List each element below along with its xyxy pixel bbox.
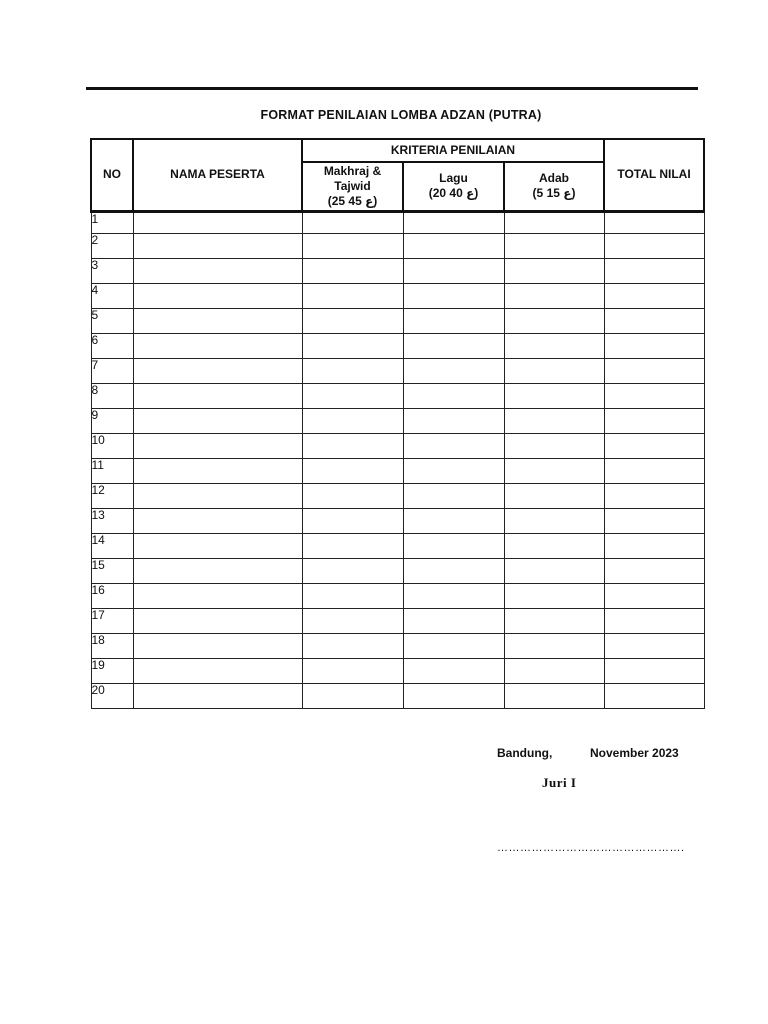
table-row <box>91 333 704 358</box>
table-row <box>91 383 704 408</box>
cell-score-adab[interactable] <box>504 533 604 558</box>
table-row <box>91 683 704 708</box>
cell-participant-name[interactable] <box>133 433 302 458</box>
table-body <box>91 211 704 708</box>
cell-participant-name[interactable] <box>133 483 302 508</box>
cell-participant-name[interactable] <box>133 383 302 408</box>
cell-score-adab[interactable] <box>504 583 604 608</box>
cell-total[interactable] <box>604 358 704 383</box>
table-row <box>91 583 704 608</box>
cell-score-makhraj[interactable] <box>302 533 403 558</box>
cell-score-lagu[interactable] <box>403 408 504 433</box>
cell-participant-name[interactable] <box>133 283 302 308</box>
cell-total[interactable] <box>604 233 704 258</box>
signature-role: Juri I <box>542 775 577 790</box>
cell-score-adab[interactable] <box>504 383 604 408</box>
cell-score-makhraj[interactable] <box>302 211 403 233</box>
row-number: 4 <box>91 283 133 308</box>
header-criteria-makhraj <box>302 162 403 211</box>
table-row <box>91 283 704 308</box>
cell-participant-name[interactable] <box>133 408 302 433</box>
cell-score-lagu[interactable] <box>403 433 504 458</box>
cell-score-lagu[interactable] <box>403 358 504 383</box>
row-number: 7 <box>91 358 133 383</box>
cell-participant-name[interactable] <box>133 333 302 358</box>
cell-score-lagu[interactable] <box>403 633 504 658</box>
table-row <box>91 458 704 483</box>
cell-score-makhraj[interactable] <box>302 583 403 608</box>
header-criteria-makhraj-line1: Makhraj & <box>323 163 382 178</box>
cell-total[interactable] <box>604 658 704 683</box>
cell-participant-name[interactable] <box>133 683 302 708</box>
cell-score-makhraj[interactable] <box>302 433 403 458</box>
cell-total[interactable] <box>604 508 704 533</box>
cell-score-adab[interactable] <box>504 333 604 358</box>
cell-score-makhraj[interactable] <box>302 558 403 583</box>
cell-score-adab[interactable] <box>504 633 604 658</box>
cell-score-lagu[interactable] <box>403 658 504 683</box>
cell-score-lagu[interactable] <box>403 558 504 583</box>
table-row <box>91 533 704 558</box>
row-number: 9 <box>91 408 133 433</box>
header-criteria-lagu <box>403 162 504 211</box>
cell-score-makhraj[interactable] <box>302 233 403 258</box>
cell-participant-name[interactable] <box>133 258 302 283</box>
table-row <box>91 433 704 458</box>
header-total: TOTAL NILAI <box>604 139 704 211</box>
cell-participant-name[interactable] <box>133 633 302 658</box>
cell-score-adab[interactable] <box>504 283 604 308</box>
row-number: 17 <box>91 608 133 633</box>
row-number: 20 <box>91 683 133 708</box>
cell-score-adab[interactable] <box>504 483 604 508</box>
cell-total[interactable] <box>604 283 704 308</box>
header-criteria-makhraj-line2: Tajwid <box>334 178 371 193</box>
table-row <box>91 633 704 658</box>
cell-score-lagu[interactable] <box>403 211 504 233</box>
row-number: 16 <box>91 583 133 608</box>
cell-total[interactable] <box>604 458 704 483</box>
cell-score-makhraj[interactable] <box>302 683 403 708</box>
header-no: NO <box>91 139 133 211</box>
cell-score-adab[interactable] <box>504 508 604 533</box>
cell-score-lagu[interactable] <box>403 608 504 633</box>
signature-date: November 2023 <box>590 746 679 760</box>
table-row <box>91 508 704 533</box>
cell-score-adab[interactable] <box>504 308 604 333</box>
cell-participant-name[interactable] <box>133 308 302 333</box>
cell-score-makhraj[interactable] <box>302 283 403 308</box>
cell-score-makhraj[interactable] <box>302 508 403 533</box>
cell-total[interactable] <box>604 633 704 658</box>
cell-score-lagu[interactable] <box>403 233 504 258</box>
cell-score-lagu[interactable] <box>403 283 504 308</box>
cell-score-lagu[interactable] <box>403 333 504 358</box>
row-number: 10 <box>91 433 133 458</box>
row-number: 1 <box>91 211 133 233</box>
cell-participant-name[interactable] <box>133 358 302 383</box>
cell-participant-name[interactable] <box>133 533 302 558</box>
table-row <box>91 408 704 433</box>
document-title: FORMAT PENILAIAN LOMBA ADZAN (PUTRA) <box>260 108 542 122</box>
cell-score-lagu[interactable] <box>403 508 504 533</box>
row-number: 12 <box>91 483 133 508</box>
cell-participant-name[interactable] <box>133 608 302 633</box>
cell-participant-name[interactable] <box>133 658 302 683</box>
cell-score-makhraj[interactable] <box>302 458 403 483</box>
cell-score-lagu[interactable] <box>403 483 504 508</box>
cell-score-makhraj[interactable] <box>302 658 403 683</box>
cell-total[interactable] <box>604 533 704 558</box>
header-criteria-lagu-line2: (20 ع 40) <box>428 186 479 201</box>
row-number: 11 <box>91 458 133 483</box>
cell-total[interactable] <box>604 211 704 233</box>
cell-score-adab[interactable] <box>504 658 604 683</box>
cell-score-makhraj[interactable] <box>302 308 403 333</box>
cell-score-makhraj[interactable] <box>302 483 403 508</box>
row-number: 8 <box>91 383 133 408</box>
cell-total[interactable] <box>604 608 704 633</box>
table-row <box>91 233 704 258</box>
cell-score-lagu[interactable] <box>403 683 504 708</box>
cell-total[interactable] <box>604 583 704 608</box>
cell-score-lagu[interactable] <box>403 458 504 483</box>
cell-score-adab[interactable] <box>504 258 604 283</box>
header-criteria-adab-line1: Adab <box>539 171 569 186</box>
cell-score-adab[interactable] <box>504 458 604 483</box>
table-row <box>91 608 704 633</box>
cell-score-adab[interactable] <box>504 408 604 433</box>
cell-total[interactable] <box>604 383 704 408</box>
cell-score-lagu[interactable] <box>403 533 504 558</box>
row-number: 19 <box>91 658 133 683</box>
cell-score-makhraj[interactable] <box>302 608 403 633</box>
cell-total[interactable] <box>604 433 704 458</box>
table-row <box>91 658 704 683</box>
cell-score-lagu[interactable] <box>403 383 504 408</box>
cell-score-lagu[interactable] <box>403 308 504 333</box>
table-row <box>91 258 704 283</box>
cell-total[interactable] <box>604 258 704 283</box>
row-number: 5 <box>91 308 133 333</box>
cell-score-makhraj[interactable] <box>302 633 403 658</box>
cell-score-makhraj[interactable] <box>302 383 403 408</box>
cell-score-adab[interactable] <box>504 608 604 633</box>
header-criteria-makhraj-line3: (25 ع 45) <box>327 193 378 208</box>
cell-score-adab[interactable] <box>504 211 604 233</box>
row-number: 3 <box>91 258 133 283</box>
cell-participant-name[interactable] <box>133 508 302 533</box>
header-criteria-group: KRITERIA PENILAIAN <box>302 139 604 162</box>
cell-total[interactable] <box>604 558 704 583</box>
cell-score-makhraj[interactable] <box>302 408 403 433</box>
cell-total[interactable] <box>604 333 704 358</box>
table-row <box>91 483 704 508</box>
cell-participant-name[interactable] <box>133 558 302 583</box>
top-rule <box>86 87 698 90</box>
cell-score-adab[interactable] <box>504 683 604 708</box>
cell-participant-name[interactable] <box>133 211 302 233</box>
table-row <box>91 211 704 233</box>
cell-total[interactable] <box>604 408 704 433</box>
cell-total[interactable] <box>604 308 704 333</box>
signature-place: Bandung, <box>497 746 553 760</box>
cell-participant-name[interactable] <box>133 458 302 483</box>
cell-participant-name[interactable] <box>133 233 302 258</box>
table-row <box>91 308 704 333</box>
table-row <box>91 358 704 383</box>
table-row <box>91 558 704 583</box>
header-participant-name: NAMA PESERTA <box>133 139 302 211</box>
cell-total[interactable] <box>604 483 704 508</box>
row-number: 18 <box>91 633 133 658</box>
cell-score-adab[interactable] <box>504 358 604 383</box>
cell-score-adab[interactable] <box>504 233 604 258</box>
row-number: 6 <box>91 333 133 358</box>
header-criteria-adab-line2: (5 ع 15) <box>532 186 576 201</box>
row-number: 14 <box>91 533 133 558</box>
header-criteria-lagu-line1: Lagu <box>439 171 468 186</box>
cell-score-makhraj[interactable] <box>302 333 403 358</box>
cell-score-adab[interactable] <box>504 558 604 583</box>
cell-score-adab[interactable] <box>504 433 604 458</box>
row-number: 15 <box>91 558 133 583</box>
row-number: 2 <box>91 233 133 258</box>
row-number: 13 <box>91 508 133 533</box>
cell-participant-name[interactable] <box>133 583 302 608</box>
cell-score-makhraj[interactable] <box>302 258 403 283</box>
cell-score-lagu[interactable] <box>403 258 504 283</box>
cell-score-makhraj[interactable] <box>302 358 403 383</box>
signature-line: …………………………………………. <box>497 842 685 854</box>
header-criteria-adab <box>504 162 604 211</box>
score-table <box>90 138 705 709</box>
cell-total[interactable] <box>604 683 704 708</box>
cell-score-lagu[interactable] <box>403 583 504 608</box>
